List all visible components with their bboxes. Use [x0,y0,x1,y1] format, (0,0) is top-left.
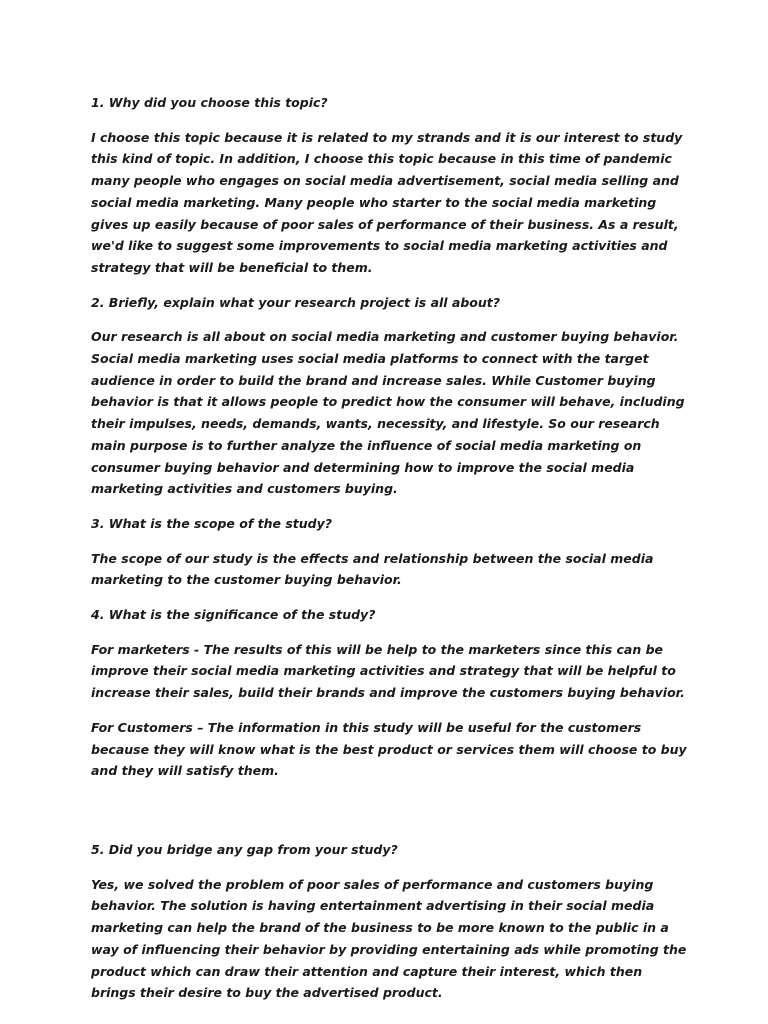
question-5: 5. Did you bridge any gap from your study? [91,841,398,857]
answer-3: The scope of our study is the effects and relationship between the social media marketing to the customer buying behavior. [91,550,654,588]
blank-spacer [91,795,691,839]
question-3: 3. What is the scope of the study? [91,515,332,531]
answer-4-marketers: For marketers - The results of this will be help to the marketers since this can be improve their social media marketing activities and strategy that will be helpful to increase their sales, build their brands and improve the customers buying behavior. [91,641,685,701]
question-2: 2. Briefly, explain what your research project is all about? [91,294,501,310]
question-1: 1. Why did you choose this topic? [91,95,328,110]
answer-5: Yes, we solved the problem of poor sales of performance and customers buying behavior. The solution is having entertainment advertising in their social media marketing can help the brand of the business to be more known to the public in a way of influencing their behavior by providing entertaining ads while promoting the product which can draw their attention and capture their interest, which then brings their desire to buy the advertised product. [91,876,687,1001]
answer-2: Our research is all about on social media marketing and customer buying behavior. Social media marketing uses social media platforms to connect with the target audience in order to build the brand and increase sales. While Customer buying behavior is that it allows people to predict how the consumer will behave, including their impulses, needs, demands, wants, necessity, and lifestyle. So our research main purpose is to further analyze the influence of social media marketing on consumer buying behavior and determining how to improve the social media marketing activities and customers buying. [91,329,685,497]
document-body [91,92,691,1017]
answer-1: I choose this topic because it is related to my strands and it is our interest to study this kind of topic. In addition, I choose this topic because in this time of pandemic many people who engages on social media advertisement, social media selling and social media marketing. Many people who starter to the social media marketing gives up easily because of poor sales of performance of their business. As a result, we'd like to suggest some improvements to social media marketing activities and strategy that will be beneficial to them. [91,129,683,275]
answer-4-customers: For Customers – The information in this study will be useful for the customers because they will know what is the best product or services them will choose to buy and they will satisfy them. [91,719,687,779]
question-4: 4. What is the significance of the study? [91,607,376,623]
